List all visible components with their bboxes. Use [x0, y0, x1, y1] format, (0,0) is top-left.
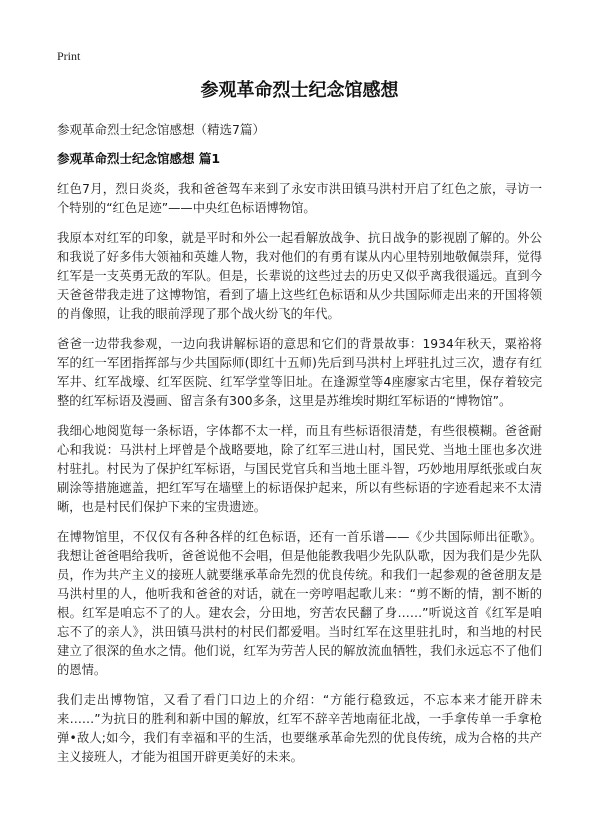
article-body	[57, 180, 542, 778]
print-link[interactable]: Print	[57, 49, 81, 63]
paragraph-3: 爸爸一边带我参观，一边向我讲解标语的意思和它们的背景故事：1934年秋天，粟裕将军的红一军团指挥部与少共国际师(即红十五师)先后到马洪村上坪驻扎过三次，遗存有红军井、红军战壕、红军医院、红军学堂等旧址。在逢源堂等4座廖家古宅里，保存着较完整的红军标语及漫画、留言条有300多条，这里是苏维埃时期红军标语的“博物馆”。	[57, 337, 542, 408]
page-title: 参观革命烈士纪念馆感想	[200, 80, 399, 101]
paragraph-5: 在博物馆里，不仅仅有各种各样的红色标语，还有一首乐谱——《少共国际师出征歌》。我想让爸爸唱给我听，爸爸说他不会唱，但是他能教我唱少先队队歌，因为我们是少先队员，作为共产主义的接班人就要继承革命先烈的优良传统。和我们一起参观的爸爸朋友是马洪村里的人，他听我和爸爸的对话，就在一旁哼唱起歌儿来：“剪不断的情，割不断的根。红军是咱忘不了的人。建农会，分田地，穷苦农民翻了身……”听说这首《红军是咱忘不了的亲人》，洪田镇马洪村的村民们都爱唱。当时红军在这里驻扎时，和当地的村民建立了很深的鱼水之情。他们说，红军为劳苦人民的解放流血牺牲，我们永远忘不了他们的恩情。	[57, 530, 542, 677]
paragraph-2: 我原本对红军的印象，就是平时和外公一起看解放战争、抗日战争的影视剧了解的。外公和我说了好多伟大领袖和英雄人物，我对他们的有勇有谋从内心里特别地敬佩崇拜，觉得红军是一支英勇无敌的军队。但是，长辈说的这些过去的历史又似乎离我很遥远。直到今天爸爸带我走进了这博物馆，看到了墙上这些红色标语和从少共国际师走出来的开国将领的肖像照，让我的眼前浮现了那个战火纷飞的年代。	[57, 231, 542, 321]
section-heading: 参观革命烈士纪念馆感想 篇1	[57, 151, 221, 166]
document-subtitle: 参观革命烈士纪念馆感想（精选7篇）	[57, 122, 265, 137]
paragraph-6: 我们走出博物馆，又看了看门口边上的介绍：“方能行稳致远，不忘本来才能开辟未来……”为抗日的胜利和新中国的解放，红军不辞辛苦地南征北战，一手拿传单一手拿枪弹•敌人;如今，我们有幸福和平的生活，也要继承革命先烈的优良传统，成为合格的共产主义接班人，才能为祖国开辟更美好的未来。	[57, 693, 542, 764]
paragraph-1: 红色7月，烈日炎炎，我和爸爸驾车来到了永安市洪田镇马洪村开启了红色之旅，寻访一个特别的“红色足迹”——中央红色标语博物馆。	[57, 182, 542, 215]
paragraph-4: 我细心地阅览每一条标语，字体都不太一样，而且有些标语很清楚，有些很模糊。爸爸耐心和我说：马洪村上坪曾是个战略要地，除了红军三进山村，国民党、当地土匪也多次进村驻扎。村民为了保护红军标语，与国民党官兵和当地土匪斗智，巧妙地用厚纸张或白灰刷涂等措施遮盖，把红军写在墙壁上的标语保护起来，所以有些标语的字迹看起来不太清晰，也是村民们保护下来的宝贵遗迹。	[57, 424, 542, 514]
